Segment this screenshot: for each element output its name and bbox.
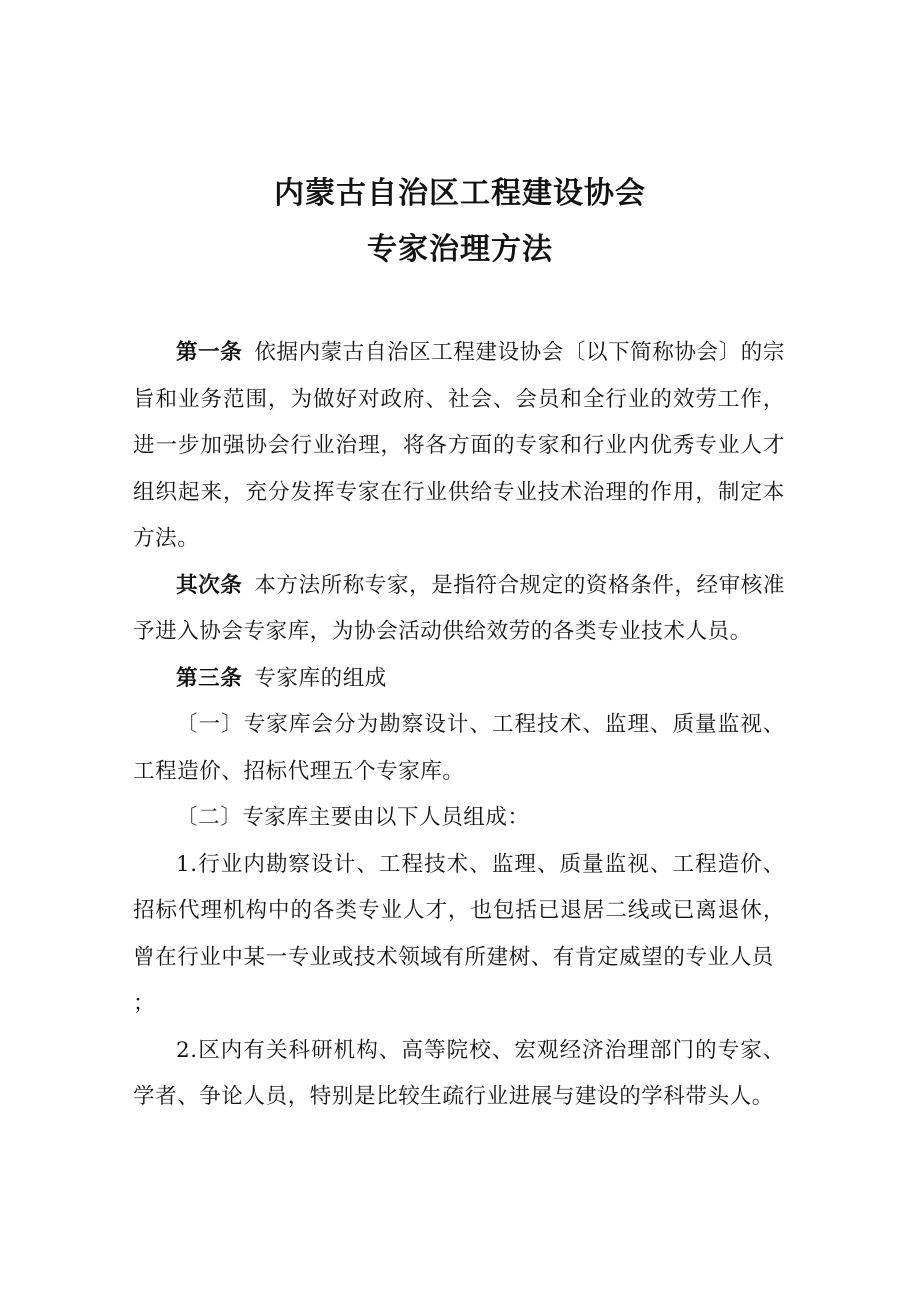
- paragraph-item-1: [133, 702, 785, 795]
- paragraph-text: 本方法所称专家，是指符合规定的资格条件，经审核准予进入协会专家库，为协会活动供给效劳的各类专业技术人员。: [133, 572, 785, 644]
- paragraph-article-1: [133, 330, 785, 563]
- paragraph-text: 2.区内有关科研机构、高等院校、宏观经济治理部门的专家、 学者、争论人员，特别是比较生疏行业进展与建设的学科带头人。: [133, 1037, 785, 1109]
- article-label: 第一条: [176, 340, 243, 365]
- paragraph-text: 依据内蒙古自治区工程建设协会〔以下简称协会〕的宗旨和业务范围，为做好对政府、社会、会员和全行业的效劳工作，进一步加强协会行业治理，将各方面的专家和行业内优秀专业人才组织起来，充分发挥专家在行业供给专业技术治理的作用，制定本方法。: [133, 340, 785, 551]
- paragraph-text: 1.行业内勘察设计、工程技术、监理、质量监视、工程造价、招标代理机构中的各类专业人才，也包括已退居二线或已离退休， 曾在行业中某一专业或技术领域有所建树、有肯定威望的专业人员: [133, 851, 785, 970]
- document-title: [0, 166, 920, 278]
- paragraph-item-2: [133, 795, 785, 842]
- paragraph-article-2: [133, 563, 785, 656]
- article-label: 第三条: [176, 665, 243, 691]
- paragraph-text: 〔一〕专家库会分为勘察设计、工程技术、监理、质量监视、 工程造价、招标代理五个专家库。: [133, 712, 785, 784]
- title-line-2: 专家治理方法: [367, 232, 553, 267]
- article-label: 其次条: [176, 572, 243, 598]
- paragraph-punctuation: [133, 981, 785, 1028]
- paragraph-subitem-1: [133, 842, 785, 982]
- paragraph-article-3: [133, 656, 785, 703]
- paragraph-text: 专家库的组成: [254, 665, 387, 691]
- paragraph-text: 〔二〕专家库主要由以下人员组成：: [176, 805, 530, 830]
- paragraph-text: ；: [133, 991, 156, 1016]
- document-body: [133, 330, 785, 1121]
- paragraph-subitem-2: [133, 1028, 785, 1121]
- title-line-1: 内蒙古自治区工程建设协会: [274, 176, 646, 211]
